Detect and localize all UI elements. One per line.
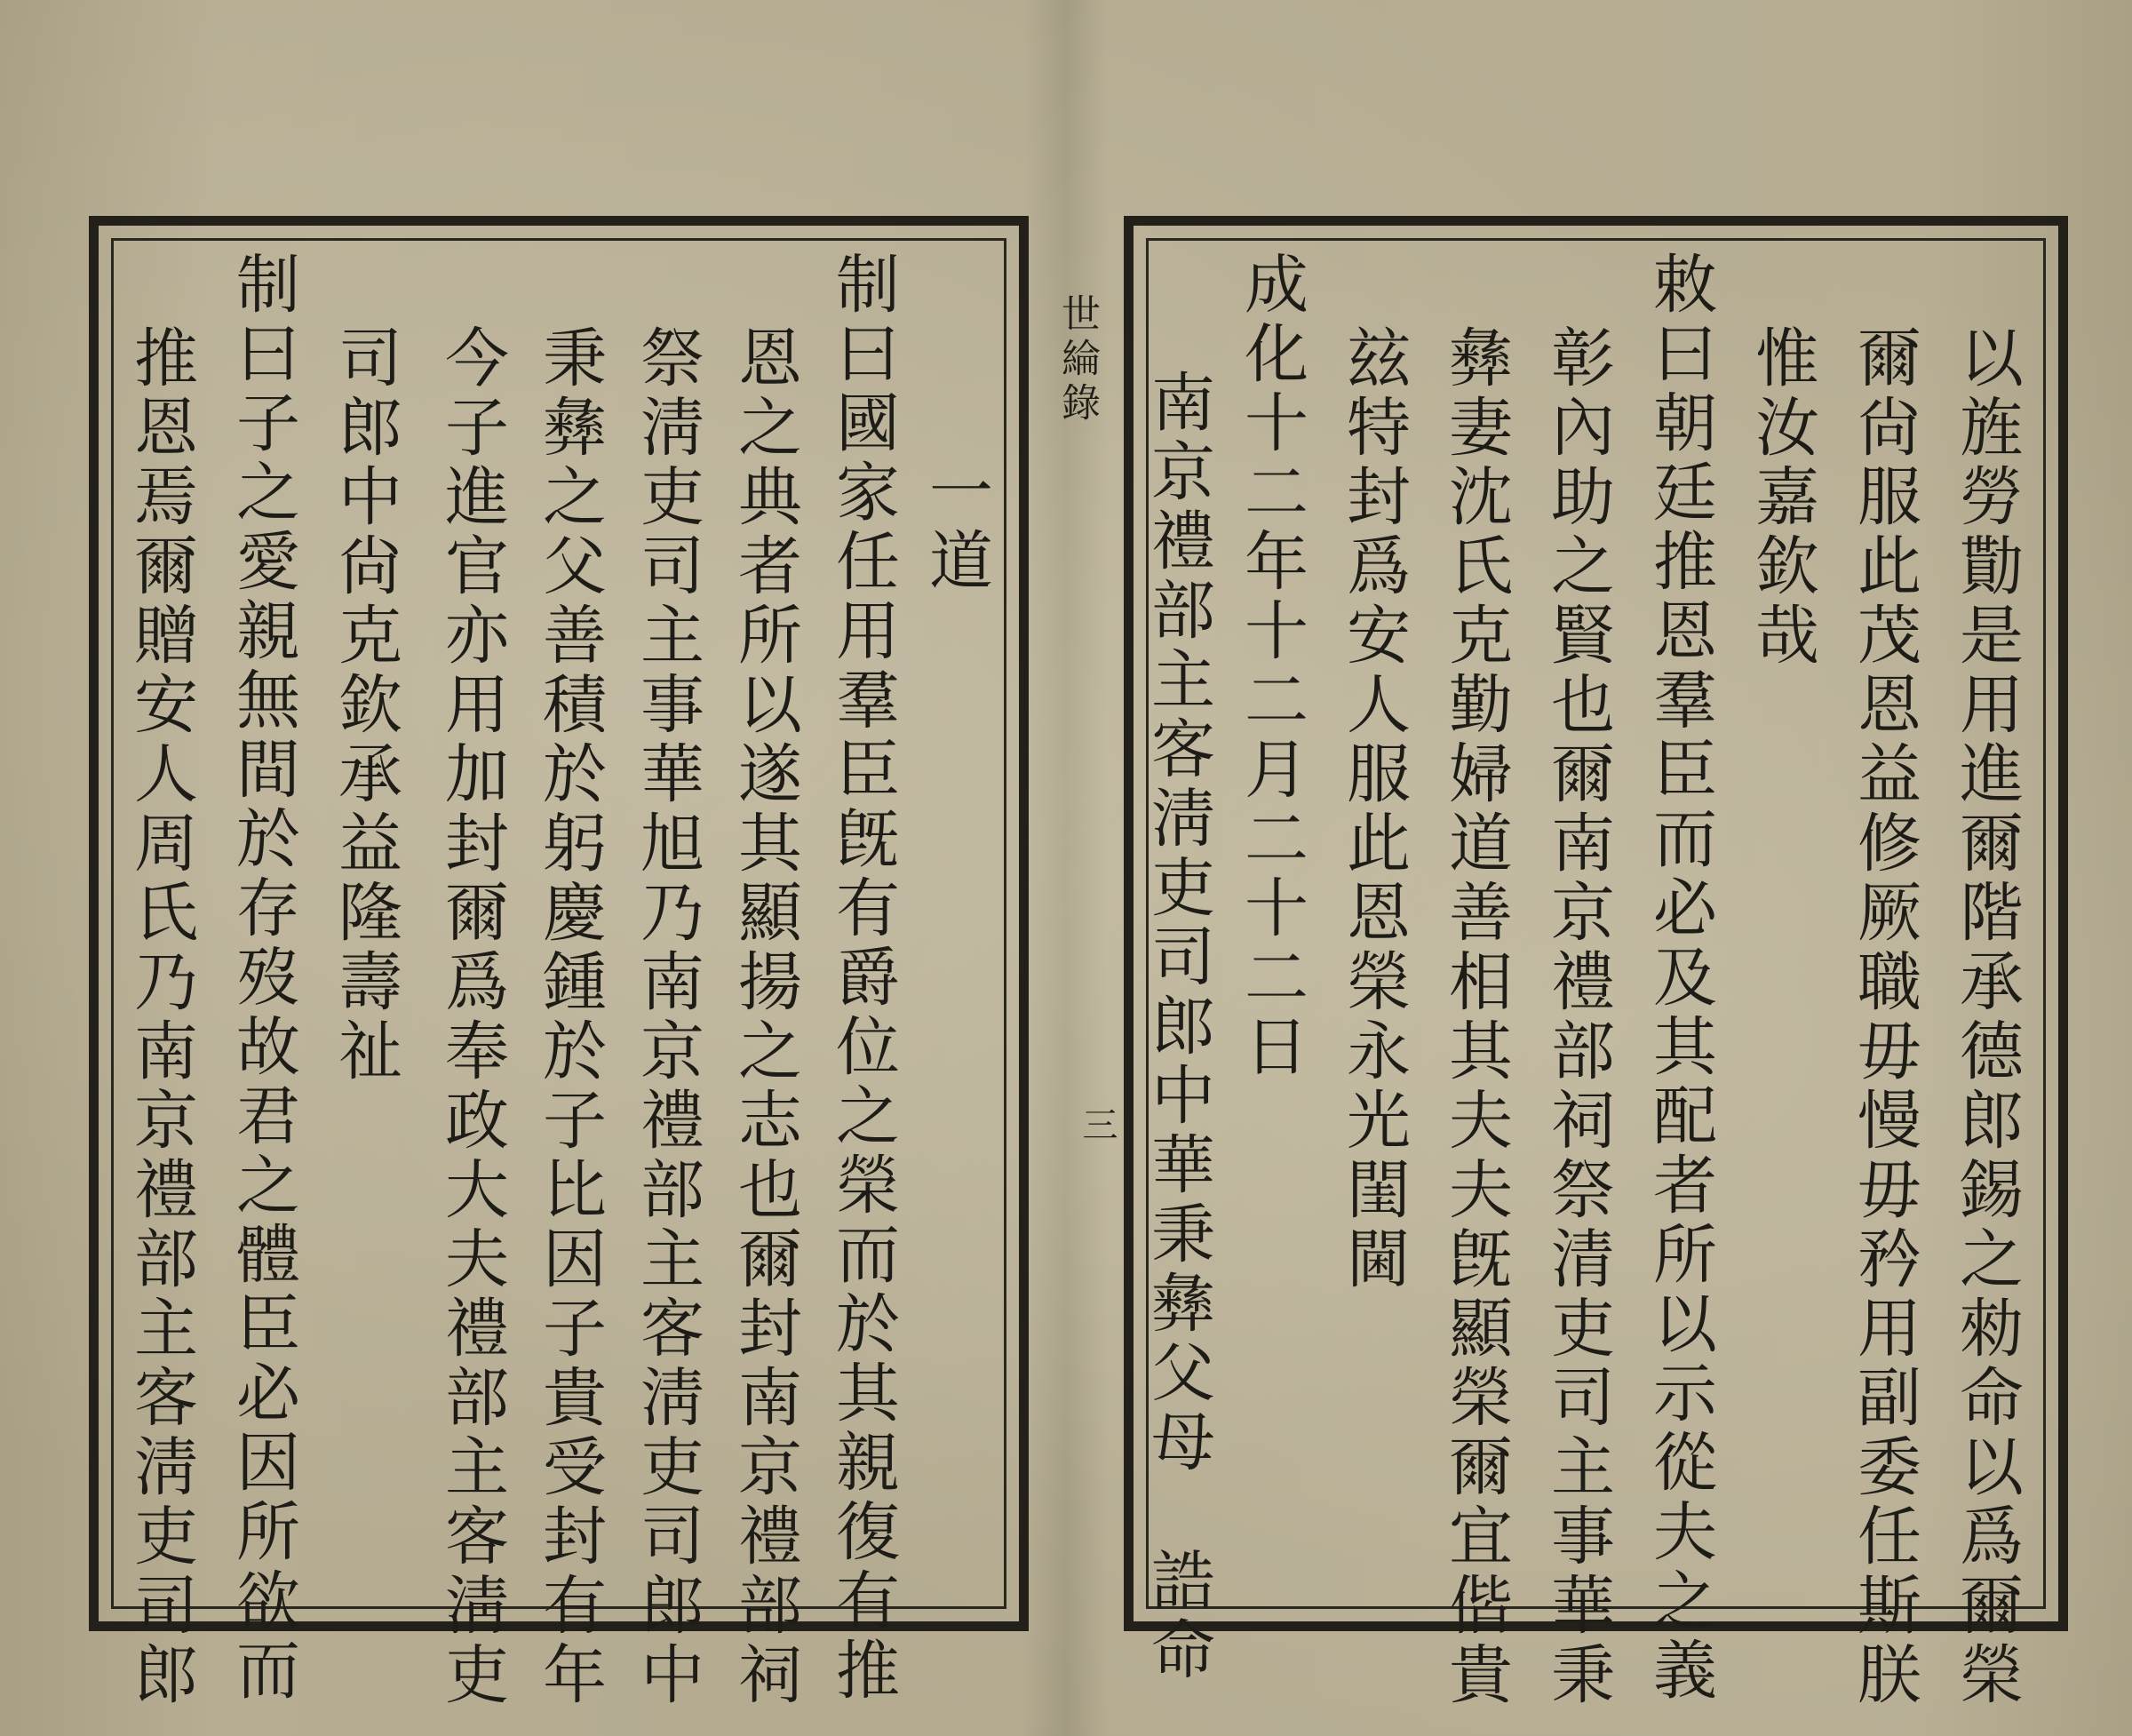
right-col-2: 爾尙服此茂恩益修厥職毋慢毋矜用副委任斯朕 (1847, 324, 1921, 1710)
left-col-2: 制曰國家任用羣臣旣有爵位之榮而於其親復有推 (825, 251, 900, 1706)
page-number: 三 (1077, 1106, 1118, 1147)
right-col-3: 惟汝嘉欽哉 (1745, 324, 1819, 671)
right-col-5: 彰內助之賢也爾南京禮部祠祭清吏司主事華秉 (1540, 324, 1615, 1710)
right-col-1: 以旌勞勩是用進爾階承德郎錫之勑命以爲爾榮 (1949, 324, 2024, 1710)
left-col-8: 制曰子之愛親無間於存歿故君之體臣必因所欲而 (226, 251, 300, 1706)
right-col-6: 彝妻沈氏克勤婦道善相其夫夫旣顯榮爾宜偕貴 (1438, 324, 1513, 1710)
right-col-8: 成化十二年十二月二十二日 (1234, 251, 1309, 1082)
left-col-9: 推恩焉爾贈安人周氏乃南京禮部主客淸吏司郎 (123, 324, 198, 1710)
left-col-6: 今子進官亦用加封爾爲奉政大夫禮部主客淸吏 (434, 324, 509, 1710)
left-col-3: 恩之典者所以遂其顯揚之志也爾封南京禮部祠 (728, 324, 802, 1710)
right-col-7: 玆特封爲安人服此恩榮永光閨閫 (1336, 324, 1411, 1294)
left-col-1: 一道 (919, 458, 993, 596)
right-col-4: 敕曰朝廷推恩羣臣而必及其配者所以示從夫之義 (1643, 251, 1717, 1706)
right-col-9: 南京禮部主客淸吏司郎中華秉彝父母 誥命 (1141, 369, 1215, 1685)
left-col-7: 司郎中尙克欽承益隆壽祉 (328, 324, 402, 1087)
spine-title: 世綸錄 (1054, 293, 1100, 426)
left-col-4: 祭淸吏司主事華旭乃南京禮部主客淸吏司郎中 (630, 324, 704, 1710)
left-col-5: 秉彝之父善積於躬慶鍾於子比因子貴受封有年 (532, 324, 607, 1710)
